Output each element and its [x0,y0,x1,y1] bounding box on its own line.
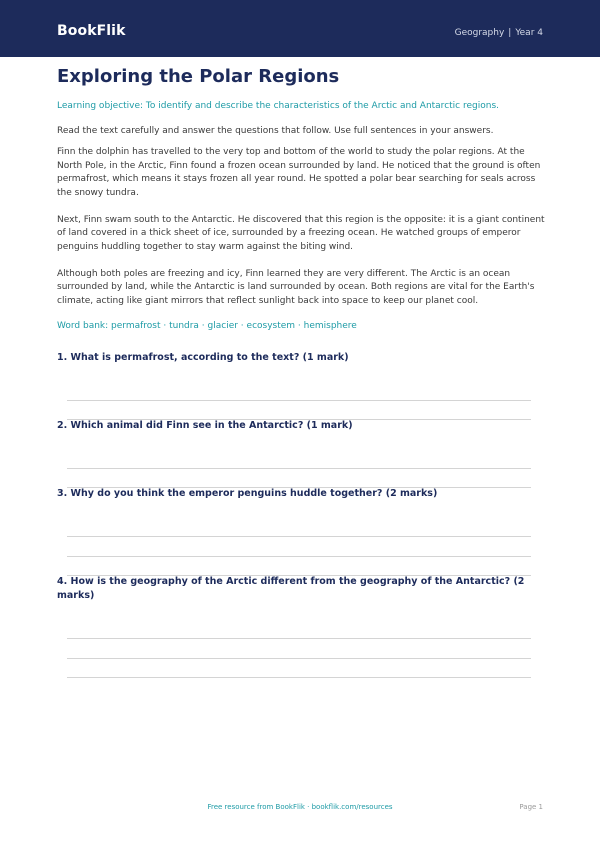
footer-resource-link[interactable]: Free resource from BookFlik · bookflik.com/resources [207,803,393,811]
question-3: 3. Why do you think the emperor penguins huddle together? (2 marks) [57,488,438,499]
meta-separator: | [508,28,512,38]
word-bank: Word bank: permafrost · tundra · glacier · ecosystem · hemisphere [57,321,357,331]
subject-year-label [455,28,543,38]
passage-paragraph: Although both poles are freezing and icy, Finn learned they are very different. The Arctic is an ocean surrounded by land, while the Antarctic is land surrounded by ocean. Both regions are vital for the Earth's climate, acting like giant mirrors that reflect sunlight back into space to keep our planet cool. [57,268,535,306]
answer-line[interactable] [67,677,531,678]
question-4: 4. How is the geography of the Arctic different from the geography of the Antarctic? (2 marks) [57,576,525,601]
instructions-text: Read the text carefully and answer the questions that follow. Use full sentences in your answers. [57,126,494,136]
brand-logo: BookFlik [57,23,126,39]
answer-line[interactable] [67,556,531,557]
passage-paragraph: Finn the dolphin has travelled to the very top and bottom of the world to study the polar regions. At the North Pole, in the Arctic, Finn found a frozen ocean surrounded by land. He noticed that the ground is often permafrost, which means it stays frozen all year round. He spotted a polar bear searching for seals across the snowy tundra. [57,147,541,198]
year-label: Year 4 [515,28,543,38]
answer-line[interactable] [67,400,531,401]
page-header [0,0,600,57]
subject-label: Geography [454,28,505,38]
answer-line[interactable] [67,468,531,469]
reading-passage [57,146,547,322]
page-number: Page 1 [519,803,543,811]
learning-objective: Learning objective: To identify and describe the characteristics of the Arctic and Antarctic regions. [57,101,499,111]
answer-line[interactable] [67,658,531,659]
answer-line[interactable] [67,638,531,639]
answer-line[interactable] [67,536,531,537]
question-1: 1. What is permafrost, according to the text? (1 mark) [57,352,349,363]
question-2: 2. Which animal did Finn see in the Antarctic? (1 mark) [57,420,353,431]
page-title: Exploring the Polar Regions [57,66,340,87]
passage-paragraph: Next, Finn swam south to the Antarctic. He discovered that this region is the opposite: it is a giant continent of land covered in a thick sheet of ice, surrounded by a freezing ocean. He watched groups of emperor penguins huddling together to stay warm against the biting wind. [57,214,545,252]
